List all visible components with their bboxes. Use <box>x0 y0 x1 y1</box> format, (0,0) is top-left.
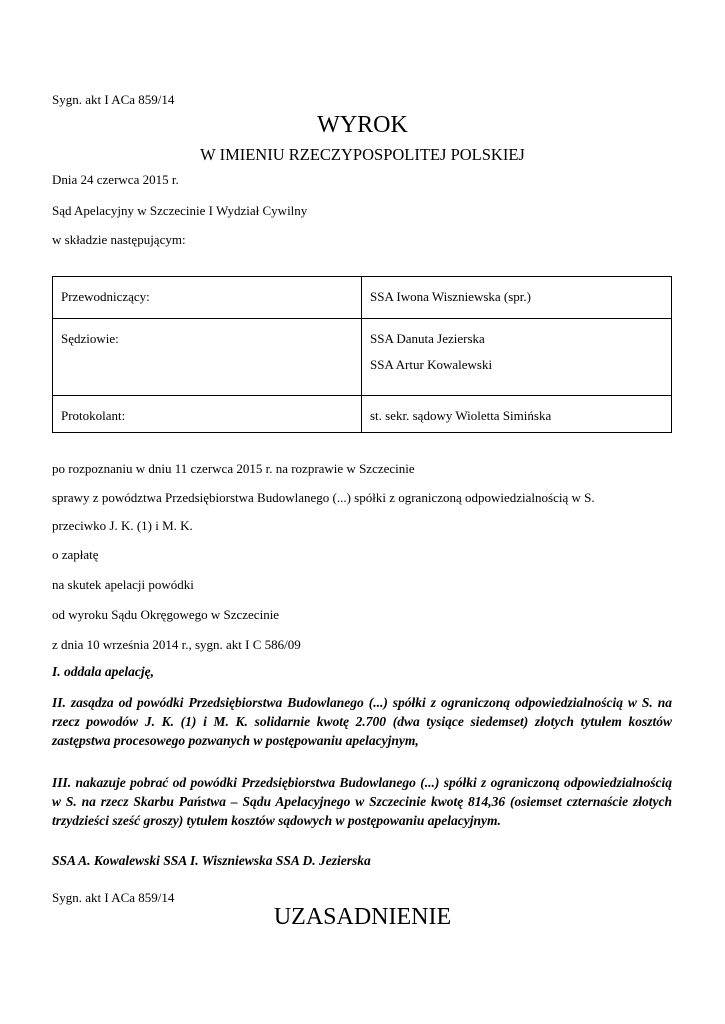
chair-name: SSA Iwona Wiszniewska (spr.) <box>370 289 532 304</box>
clerk-name: st. sekr. sądowy Wioletta Simińska <box>370 408 552 423</box>
judgment-of-line: od wyroku Sądu Okręgowego w Szczecinie <box>52 607 280 622</box>
table-row <box>53 277 671 318</box>
judges-label: Sędziowie: <box>53 319 362 395</box>
case-signature-top: Sygn. akt I ACa 859/14 <box>52 92 175 107</box>
judgment-date-line: z dnia 10 września 2014 r., sygn. akt I C 586/09 <box>52 637 301 652</box>
signatures: SSA A. Kowalewski SSA I. Wiszniewska SSA D. Jezierska <box>52 853 371 868</box>
ruling-point-2: II. zasądza od powódki Przedsiębiorstwa Budowlanego (...) spółki z ograniczoną odpowiedzialnością w S. na rzecz powodów J. K. (1) i M. K. solidarnie kwotę 2.700 (dwa tysiące siedemset) złotych tytułem kosztów zastępstwa procesowego pozwanych w postępowaniu apelacyjnym, <box>52 695 672 748</box>
against-line: przeciwko J. K. (1) i M. K. <box>52 518 193 533</box>
ruling-point-1: I. oddala apelację, <box>52 664 154 679</box>
document-subtitle: W IMIENIU RZECZYPOSPOLITEJ POLSKIEJ <box>200 145 525 164</box>
judge-name: SSA Danuta Jezierska <box>370 331 485 346</box>
table-row <box>53 395 671 432</box>
hearing-line: po rozpoznaniu w dniu 11 czerwca 2015 r. na rozprawie w Szczecinie <box>52 461 415 476</box>
panel-table <box>52 276 672 433</box>
document-title: WYROK <box>317 112 408 138</box>
subject-line: o zapłatę <box>52 547 99 562</box>
table-row <box>53 318 671 395</box>
appeal-line: na skutek apelacji powódki <box>52 577 194 592</box>
justification-heading: UZASADNIENIE <box>273 904 452 930</box>
case-signature-bottom: Sygn. akt I ACa 859/14 <box>52 890 175 905</box>
ruling-point-3: III. nakazuje pobrać od powódki Przedsiębiorstwa Budowlanego (...) spółki z ograniczoną odpowiedzialnością w S. na rzecz Skarbu Państwa – Sądu Apelacyjnego w Szczecinie kwotę 814,36 (osiemset czternaście złotych trzydzieści sześć groszy) tytułem kosztów sądowych w postępowaniu apelacyjnym. <box>52 775 672 828</box>
court-name: Sąd Apelacyjny w Szczecinie I Wydział Cywilny <box>52 203 308 218</box>
composition-label: w składzie następującym: <box>52 232 186 247</box>
chair-label: Przewodniczący: <box>53 277 362 318</box>
judge-name: SSA Artur Kowalewski <box>370 357 493 372</box>
claim-line: sprawy z powództwa Przedsiębiorstwa Budowlanego (...) spółki z ograniczoną odpowiedzialnością w S. <box>52 490 595 505</box>
judges-names <box>362 319 671 395</box>
clerk-label: Protokolant: <box>53 396 362 432</box>
judgment-date: Dnia 24 czerwca 2015 r. <box>52 172 179 187</box>
